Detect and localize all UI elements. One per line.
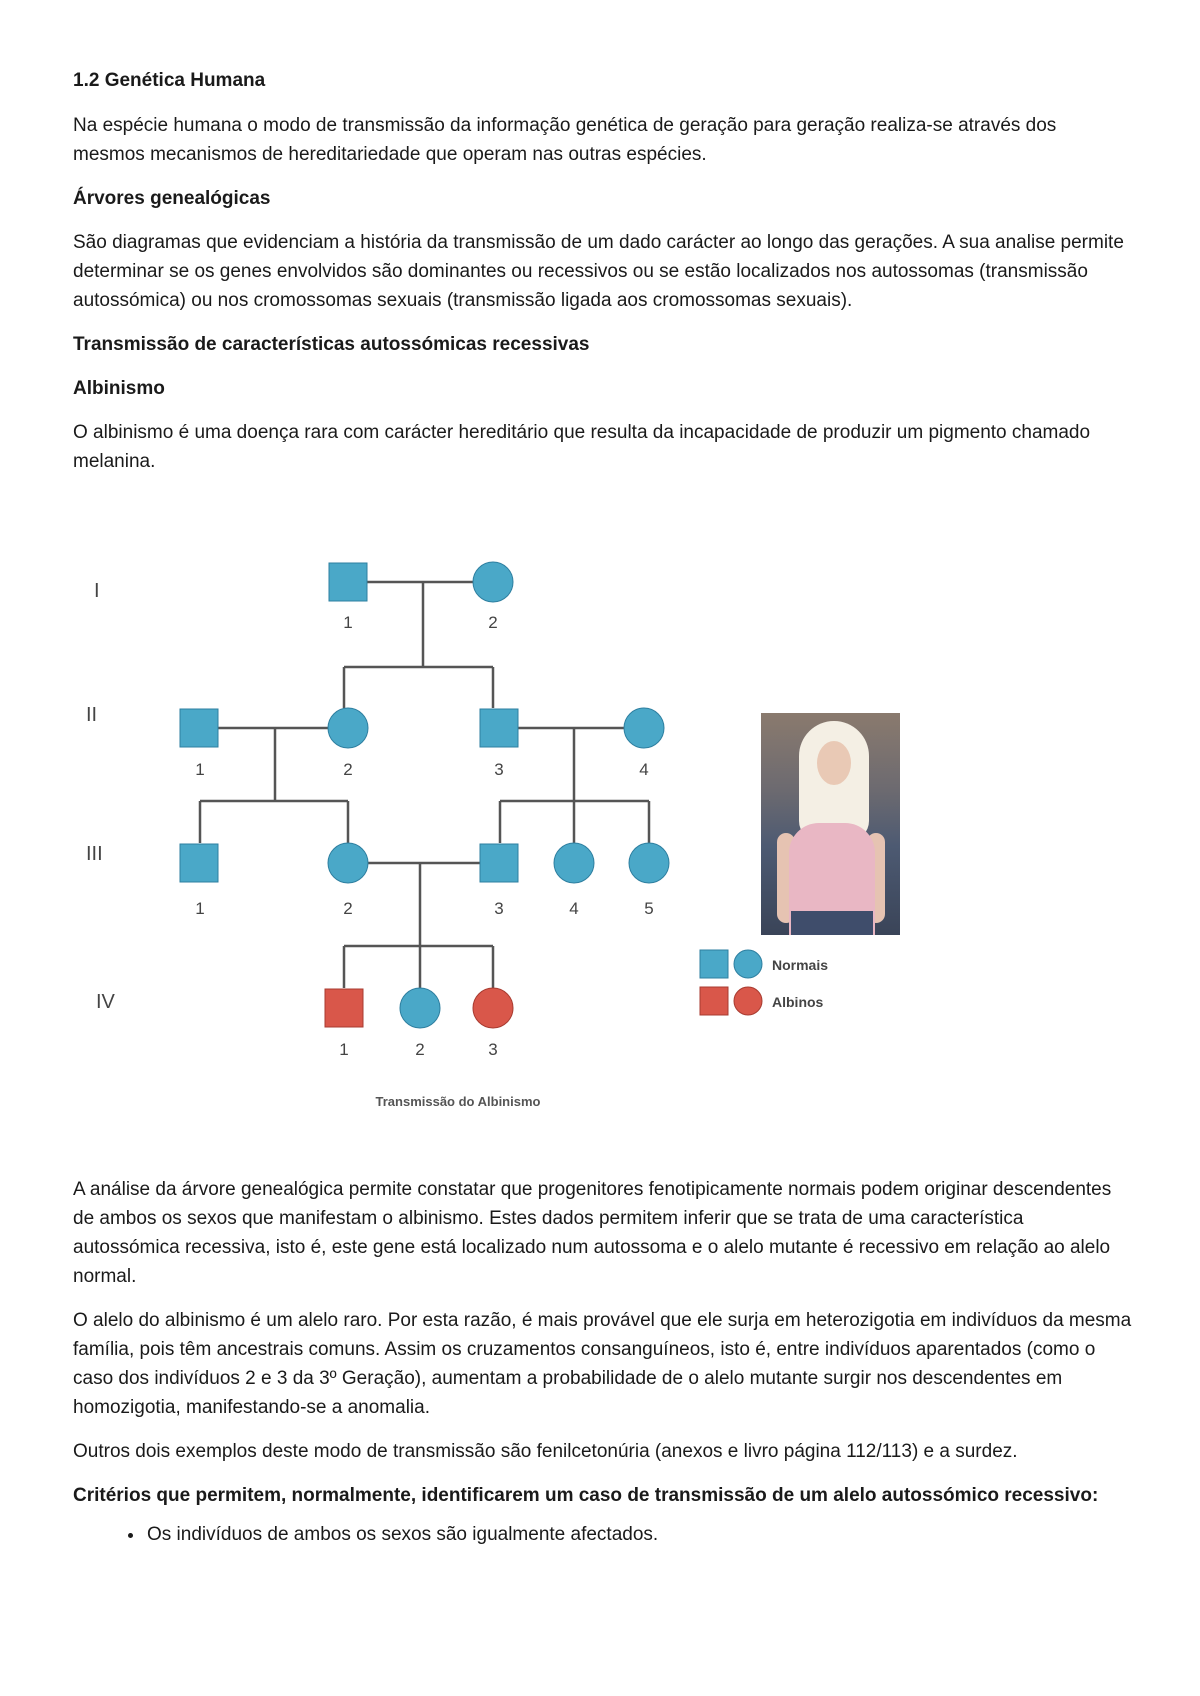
generation-label-III: III (86, 843, 103, 865)
gen2-individual-4-female-normal (624, 708, 664, 748)
generation-label-II: II (86, 704, 98, 726)
gen1-individual-1-male-normal (329, 563, 367, 601)
recessive-heading: Transmissão de características autossómicas recessivas (73, 334, 590, 355)
generation-label-IV: IV (96, 991, 115, 1013)
legend-normal-label: Normais (772, 957, 829, 973)
gen2-label-3: 3 (494, 760, 504, 779)
legend-normal-square (700, 950, 728, 978)
gen3-individual-4-female-normal (554, 843, 594, 883)
legend-albino-label: Albinos (772, 994, 824, 1010)
gen2-label-1: 1 (195, 760, 205, 779)
gen1-label-1: 1 (343, 613, 353, 632)
gen3-individual-1-male-normal (180, 844, 218, 882)
trees-heading: Árvores genealógicas (73, 188, 271, 209)
albinism-heading: Albinismo (73, 378, 165, 399)
gen4-individual-2-female-normal (400, 988, 440, 1028)
gen4-label-1: 1 (339, 1040, 349, 1059)
legend-albino-square (700, 987, 728, 1015)
gen3-label-5: 5 (644, 899, 654, 918)
legend-albino-circle (734, 987, 762, 1015)
pedigree-figure (72, 546, 912, 1156)
pedigree-lines (190, 582, 649, 988)
figure-caption: Transmissão do Albinismo (375, 1094, 541, 1109)
gen3-label-2: 2 (343, 899, 353, 918)
criteria-list (73, 1520, 1133, 1549)
albinism-paragraph: O albinismo é uma doença rara com carácter hereditário que resulta da incapacidade de produzir um pigmento chamado melanina. (73, 422, 1091, 472)
trees-paragraph: São diagramas que evidenciam a história da transmissão de um dado carácter ao longo das gerações. A sua analise permite determinar se os genes envolvidos são dominantes ou recessivos ou se estão localizados nos autossomas (transmissão autossómica) ou nos cromossomas sexuais (transmissão ligada aos cromossomas sexuais). (73, 232, 1124, 311)
gen2-label-4: 4 (639, 760, 649, 779)
analysis-paragraph-3: Outros dois exemplos deste modo de transmissão são fenilcetonúria (anexos e livro página 112/113) e a surdez. (73, 1441, 1018, 1462)
gen3-individual-2-female-normal (328, 843, 368, 883)
gen4-individual-3-female-albino (473, 988, 513, 1028)
generation-label-I: I (94, 580, 100, 602)
gen3-individual-5-female-normal (629, 843, 669, 883)
criteria-item: • Os indivíduos de ambos os sexos são igualmente afectados. (145, 1520, 1133, 1549)
document-page-continued (73, 1175, 1133, 1549)
gen3-label-1: 1 (195, 899, 205, 918)
gen1-label-2: 2 (488, 613, 498, 632)
document-page (73, 66, 1133, 476)
gen2-label-2: 2 (343, 760, 353, 779)
legend-normal-circle (734, 950, 762, 978)
analysis-paragraph-1: A análise da árvore genealógica permite constatar que progenitores fenotipicamente normais podem originar descendentes de ambos os sexos que manifestam o albinismo. Estes dados permitem inferir que se trata de uma característica autossómica recessiva, isto é, este gene está localizado num autossoma e o alelo mutante é recessivo em relação ao alelo normal. (73, 1179, 1112, 1287)
gen1-individual-2-female-normal (473, 562, 513, 602)
gen2-individual-3-male-normal (480, 709, 518, 747)
analysis-paragraph-2: O alelo do albinismo é um alelo raro. Por esta razão, é mais provável que ele surja em heterozigotia em indivíduos da mesma família, pois têm ancestrais comuns. Assim os cruzamentos consanguíneos, isto é, entre indivíduos aparentados (como o caso dos indivíduos 2 e 3 da 3º Geração), aumentam a probabilidade de o alelo mutante surgir nos descendentes em homozigotia, manifestando-se a anomalia. (73, 1310, 1132, 1418)
gen4-individual-1-male-albino (325, 989, 363, 1027)
criteria-heading: Critérios que permitem, normalmente, identificarem um caso de transmissão de um alelo autossómico recessivo: (73, 1485, 1099, 1506)
section-heading: 1.2 Genética Humana (73, 70, 266, 91)
gen4-label-3: 3 (488, 1040, 498, 1059)
intro-paragraph: Na espécie humana o modo de transmissão da informação genética de geração para geração realiza-se através dos mesmos mecanismos de hereditariedade que operam nas outras espécies. (73, 115, 1057, 165)
gen3-individual-3-male-normal (480, 844, 518, 882)
gen2-individual-1-male-normal (180, 709, 218, 747)
albino-person-photo (761, 713, 900, 935)
gen2-individual-2-female-normal (328, 708, 368, 748)
gen4-label-2: 2 (415, 1040, 425, 1059)
gen3-label-3: 3 (494, 899, 504, 918)
gen3-label-4: 4 (569, 899, 579, 918)
